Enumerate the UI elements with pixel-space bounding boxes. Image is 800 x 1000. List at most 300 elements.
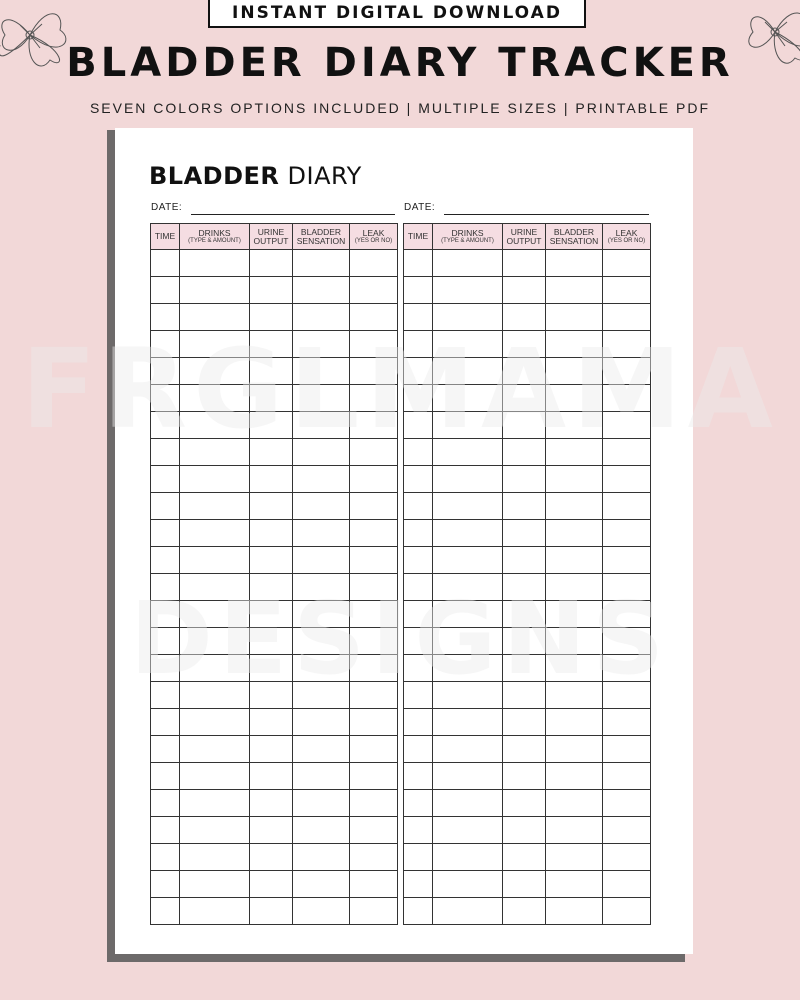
entry-cell[interactable]	[433, 358, 503, 385]
entry-cell[interactable]	[433, 736, 503, 763]
table-row	[404, 709, 651, 736]
table-row	[151, 736, 398, 763]
entry-cell[interactable]	[250, 493, 293, 520]
entry-cell[interactable]	[293, 817, 350, 844]
entry-cell[interactable]	[151, 844, 180, 871]
entry-cell[interactable]	[546, 844, 603, 871]
entry-cell[interactable]	[404, 817, 433, 844]
entry-cell[interactable]	[404, 790, 433, 817]
entry-cell[interactable]	[433, 898, 503, 925]
entry-cell[interactable]	[350, 790, 398, 817]
entry-cell[interactable]	[250, 250, 293, 277]
entry-cell[interactable]	[603, 358, 651, 385]
entry-cell[interactable]	[151, 385, 180, 412]
entry-cell[interactable]	[293, 763, 350, 790]
entry-cell[interactable]	[250, 466, 293, 493]
entry-cell[interactable]	[603, 250, 651, 277]
entry-cell[interactable]	[350, 628, 398, 655]
entry-cell[interactable]	[151, 547, 180, 574]
entry-cell[interactable]	[603, 898, 651, 925]
entry-cell[interactable]	[503, 385, 546, 412]
entry-cell[interactable]	[433, 871, 503, 898]
entry-cell[interactable]	[546, 628, 603, 655]
table-row	[404, 466, 651, 493]
entry-cell[interactable]	[250, 385, 293, 412]
diary-table-left	[150, 223, 398, 925]
entry-cell[interactable]	[250, 574, 293, 601]
entry-cell[interactable]	[546, 601, 603, 628]
entry-cell[interactable]	[546, 439, 603, 466]
table-row	[151, 628, 398, 655]
entry-cell[interactable]	[180, 412, 250, 439]
entry-cell[interactable]	[293, 844, 350, 871]
entry-cell[interactable]	[293, 601, 350, 628]
entry-cell[interactable]	[180, 277, 250, 304]
entry-cell[interactable]	[603, 466, 651, 493]
entry-cell[interactable]	[503, 358, 546, 385]
entry-cell[interactable]	[404, 331, 433, 358]
table-row	[151, 871, 398, 898]
entry-cell[interactable]	[546, 493, 603, 520]
entry-cell[interactable]	[180, 520, 250, 547]
entry-cell[interactable]	[546, 682, 603, 709]
entry-cell[interactable]	[350, 385, 398, 412]
entry-cell[interactable]	[603, 790, 651, 817]
entry-cell[interactable]	[503, 439, 546, 466]
table-row	[151, 304, 398, 331]
table-row	[404, 574, 651, 601]
entry-cell[interactable]	[350, 493, 398, 520]
entry-cell[interactable]	[293, 466, 350, 493]
entry-cell[interactable]	[250, 358, 293, 385]
entry-cell[interactable]	[293, 574, 350, 601]
entry-cell[interactable]	[293, 628, 350, 655]
entry-cell[interactable]	[180, 547, 250, 574]
entry-cell[interactable]	[404, 844, 433, 871]
entry-cell[interactable]	[503, 277, 546, 304]
entry-cell[interactable]	[151, 277, 180, 304]
entry-cell[interactable]	[546, 790, 603, 817]
table-row	[151, 601, 398, 628]
entry-cell[interactable]	[350, 439, 398, 466]
entry-cell[interactable]	[180, 844, 250, 871]
entry-cell[interactable]	[350, 331, 398, 358]
entry-cell[interactable]	[250, 763, 293, 790]
table-row	[151, 790, 398, 817]
table-row	[404, 844, 651, 871]
entry-cell[interactable]	[503, 412, 546, 439]
table-row	[404, 736, 651, 763]
entry-cell[interactable]	[404, 385, 433, 412]
entry-cell[interactable]	[433, 331, 503, 358]
entry-cell[interactable]	[293, 682, 350, 709]
entry-cell[interactable]	[250, 682, 293, 709]
entry-cell[interactable]	[180, 358, 250, 385]
entry-cell[interactable]	[180, 898, 250, 925]
entry-cell[interactable]	[250, 304, 293, 331]
entry-cell[interactable]	[151, 601, 180, 628]
date-line-right[interactable]	[444, 214, 649, 215]
entry-cell[interactable]	[433, 547, 503, 574]
entry-cell[interactable]	[503, 763, 546, 790]
entry-cell[interactable]	[503, 790, 546, 817]
entry-cell[interactable]	[503, 898, 546, 925]
entry-cell[interactable]	[151, 736, 180, 763]
column-header: BLADDER SENSATION	[293, 224, 350, 250]
entry-cell[interactable]	[404, 412, 433, 439]
entry-cell[interactable]	[404, 736, 433, 763]
entry-cell[interactable]	[404, 682, 433, 709]
entry-cell[interactable]	[293, 790, 350, 817]
entry-cell[interactable]	[404, 250, 433, 277]
entry-cell[interactable]	[603, 709, 651, 736]
table-row	[151, 439, 398, 466]
entry-cell[interactable]	[250, 277, 293, 304]
entry-cell[interactable]	[404, 628, 433, 655]
entry-cell[interactable]	[350, 574, 398, 601]
entry-cell[interactable]	[433, 412, 503, 439]
entry-cell[interactable]	[350, 547, 398, 574]
entry-cell[interactable]	[503, 250, 546, 277]
entry-cell[interactable]	[404, 304, 433, 331]
entry-cell[interactable]	[404, 871, 433, 898]
entry-cell[interactable]	[180, 250, 250, 277]
entry-cell[interactable]	[603, 385, 651, 412]
entry-cell[interactable]	[180, 493, 250, 520]
entry-cell[interactable]	[180, 655, 250, 682]
table-row	[404, 493, 651, 520]
entry-cell[interactable]	[546, 547, 603, 574]
entry-cell[interactable]	[250, 871, 293, 898]
date-line-left[interactable]	[191, 214, 395, 215]
entry-cell[interactable]	[603, 277, 651, 304]
entry-cell[interactable]	[293, 304, 350, 331]
entry-cell[interactable]	[151, 871, 180, 898]
entry-cell[interactable]	[503, 304, 546, 331]
entry-cell[interactable]	[603, 844, 651, 871]
entry-cell[interactable]	[151, 250, 180, 277]
entry-cell[interactable]	[546, 304, 603, 331]
entry-cell[interactable]	[603, 547, 651, 574]
entry-cell[interactable]	[503, 547, 546, 574]
entry-cell[interactable]	[433, 709, 503, 736]
entry-cell[interactable]	[151, 493, 180, 520]
entry-cell[interactable]	[293, 331, 350, 358]
sheet-title-bold: BLADDER	[149, 162, 280, 190]
entry-cell[interactable]	[433, 304, 503, 331]
entry-cell[interactable]	[293, 655, 350, 682]
table-row	[151, 466, 398, 493]
entry-cell[interactable]	[180, 601, 250, 628]
entry-cell[interactable]	[433, 493, 503, 520]
entry-cell[interactable]	[180, 790, 250, 817]
entry-cell[interactable]	[546, 466, 603, 493]
watermark-line1: FRGLMAMA	[21, 325, 779, 453]
entry-cell[interactable]	[433, 250, 503, 277]
entry-cell[interactable]	[603, 655, 651, 682]
entry-cell[interactable]	[151, 466, 180, 493]
table-row	[404, 628, 651, 655]
table-row	[404, 439, 651, 466]
entry-cell[interactable]	[503, 628, 546, 655]
entry-cell[interactable]	[603, 628, 651, 655]
entry-cell[interactable]	[250, 844, 293, 871]
sheet-title	[149, 162, 362, 190]
entry-cell[interactable]	[293, 412, 350, 439]
entry-cell[interactable]	[350, 520, 398, 547]
entry-cell[interactable]	[350, 871, 398, 898]
entry-cell[interactable]	[433, 682, 503, 709]
entry-cell[interactable]	[433, 439, 503, 466]
table-row	[151, 709, 398, 736]
entry-cell[interactable]	[350, 601, 398, 628]
entry-cell[interactable]	[151, 898, 180, 925]
column-header: TIME	[404, 224, 433, 250]
entry-cell[interactable]	[151, 574, 180, 601]
entry-cell[interactable]	[350, 736, 398, 763]
entry-cell[interactable]	[546, 817, 603, 844]
entry-cell[interactable]	[151, 817, 180, 844]
entry-cell[interactable]	[250, 628, 293, 655]
entry-cell[interactable]	[503, 574, 546, 601]
entry-cell[interactable]	[546, 277, 603, 304]
entry-cell[interactable]	[404, 709, 433, 736]
entry-cell[interactable]	[293, 439, 350, 466]
entry-cell[interactable]	[404, 601, 433, 628]
entry-cell[interactable]	[404, 466, 433, 493]
entry-cell[interactable]	[546, 655, 603, 682]
entry-cell[interactable]	[433, 466, 503, 493]
entry-cell[interactable]	[180, 574, 250, 601]
table-row	[404, 898, 651, 925]
entry-cell[interactable]	[350, 250, 398, 277]
entry-cell[interactable]	[180, 736, 250, 763]
entry-cell[interactable]	[293, 547, 350, 574]
entry-cell[interactable]	[151, 412, 180, 439]
entry-cell[interactable]	[603, 736, 651, 763]
entry-cell[interactable]	[293, 709, 350, 736]
entry-cell[interactable]	[546, 331, 603, 358]
entry-cell[interactable]	[293, 385, 350, 412]
table-row	[404, 385, 651, 412]
entry-cell[interactable]	[293, 250, 350, 277]
entry-cell[interactable]	[503, 817, 546, 844]
entry-cell[interactable]	[603, 601, 651, 628]
entry-cell[interactable]	[350, 304, 398, 331]
page-title: BLADDER DIARY TRACKER	[66, 40, 734, 86]
entry-cell[interactable]	[180, 682, 250, 709]
entry-cell[interactable]	[433, 601, 503, 628]
entry-cell[interactable]	[350, 358, 398, 385]
entry-cell[interactable]	[503, 331, 546, 358]
entry-cell[interactable]	[404, 655, 433, 682]
entry-cell[interactable]	[603, 574, 651, 601]
entry-cell[interactable]	[404, 358, 433, 385]
entry-cell[interactable]	[433, 277, 503, 304]
table-row	[404, 358, 651, 385]
entry-cell[interactable]	[404, 547, 433, 574]
entry-cell[interactable]	[433, 763, 503, 790]
entry-cell[interactable]	[603, 817, 651, 844]
entry-cell[interactable]	[250, 601, 293, 628]
entry-cell[interactable]	[350, 682, 398, 709]
table-row	[404, 520, 651, 547]
entry-cell[interactable]	[250, 547, 293, 574]
entry-cell[interactable]	[151, 763, 180, 790]
entry-cell[interactable]	[293, 277, 350, 304]
entry-cell[interactable]	[546, 412, 603, 439]
entry-cell[interactable]	[603, 493, 651, 520]
entry-cell[interactable]	[250, 790, 293, 817]
entry-cell[interactable]	[250, 331, 293, 358]
entry-cell[interactable]	[503, 493, 546, 520]
column-header: BLADDER SENSATION	[546, 224, 603, 250]
entry-cell[interactable]	[151, 790, 180, 817]
entry-cell[interactable]	[433, 385, 503, 412]
entry-cell[interactable]	[546, 250, 603, 277]
entry-cell[interactable]	[546, 385, 603, 412]
entry-cell[interactable]	[250, 709, 293, 736]
entry-cell[interactable]	[250, 898, 293, 925]
entry-cell[interactable]	[404, 277, 433, 304]
table-row	[151, 844, 398, 871]
entry-cell[interactable]	[151, 439, 180, 466]
table-row	[151, 898, 398, 925]
entry-cell[interactable]	[151, 709, 180, 736]
entry-cell[interactable]	[503, 466, 546, 493]
entry-cell[interactable]	[546, 898, 603, 925]
entry-cell[interactable]	[603, 871, 651, 898]
table-row	[151, 547, 398, 574]
sheet-title-light: DIARY	[287, 162, 362, 190]
diary-table-right	[403, 223, 651, 925]
entry-cell[interactable]	[180, 628, 250, 655]
entry-cell[interactable]	[546, 763, 603, 790]
entry-cell[interactable]	[404, 439, 433, 466]
entry-cell[interactable]	[180, 709, 250, 736]
entry-cell[interactable]	[350, 844, 398, 871]
table-row	[151, 412, 398, 439]
entry-cell[interactable]	[603, 682, 651, 709]
entry-cell[interactable]	[180, 466, 250, 493]
table-row	[404, 871, 651, 898]
entry-cell[interactable]	[180, 763, 250, 790]
entry-cell[interactable]	[433, 655, 503, 682]
date-label-left: DATE:	[151, 202, 183, 213]
entry-cell[interactable]	[603, 304, 651, 331]
entry-cell[interactable]	[503, 871, 546, 898]
entry-cell[interactable]	[151, 682, 180, 709]
entry-cell[interactable]	[503, 520, 546, 547]
column-header: TIME	[151, 224, 180, 250]
entry-cell[interactable]	[503, 601, 546, 628]
entry-cell[interactable]	[404, 574, 433, 601]
table-row	[151, 250, 398, 277]
entry-cell[interactable]	[180, 817, 250, 844]
table-row	[404, 655, 651, 682]
entry-cell[interactable]	[293, 871, 350, 898]
entry-cell[interactable]	[503, 682, 546, 709]
table-row	[404, 547, 651, 574]
entry-cell[interactable]	[250, 817, 293, 844]
entry-cell[interactable]	[603, 763, 651, 790]
entry-cell[interactable]	[151, 304, 180, 331]
entry-cell[interactable]	[404, 898, 433, 925]
entry-cell[interactable]	[151, 358, 180, 385]
entry-cell[interactable]	[350, 763, 398, 790]
entry-cell[interactable]	[546, 736, 603, 763]
entry-cell[interactable]	[433, 520, 503, 547]
entry-cell[interactable]	[603, 331, 651, 358]
entry-cell[interactable]	[151, 655, 180, 682]
entry-cell[interactable]	[603, 412, 651, 439]
entry-cell[interactable]	[350, 412, 398, 439]
entry-cell[interactable]	[433, 844, 503, 871]
entry-cell[interactable]	[293, 493, 350, 520]
entry-cell[interactable]	[404, 493, 433, 520]
entry-cell[interactable]	[250, 439, 293, 466]
entry-cell[interactable]	[180, 331, 250, 358]
entry-cell[interactable]	[503, 709, 546, 736]
entry-cell[interactable]	[293, 520, 350, 547]
table-row	[151, 277, 398, 304]
entry-cell[interactable]	[350, 898, 398, 925]
entry-cell[interactable]	[546, 871, 603, 898]
entry-cell[interactable]	[433, 817, 503, 844]
entry-cell[interactable]	[433, 790, 503, 817]
entry-cell[interactable]	[180, 439, 250, 466]
entry-cell[interactable]	[293, 736, 350, 763]
entry-cell[interactable]	[546, 709, 603, 736]
entry-cell[interactable]	[151, 331, 180, 358]
entry-cell[interactable]	[350, 277, 398, 304]
entry-cell[interactable]	[350, 817, 398, 844]
entry-cell[interactable]	[503, 655, 546, 682]
entry-cell[interactable]	[603, 439, 651, 466]
entry-cell[interactable]	[503, 844, 546, 871]
entry-cell[interactable]	[404, 520, 433, 547]
table-row	[404, 277, 651, 304]
entry-cell[interactable]	[250, 412, 293, 439]
entry-cell[interactable]	[433, 628, 503, 655]
table-row	[404, 250, 651, 277]
entry-cell[interactable]	[250, 736, 293, 763]
table-row	[404, 682, 651, 709]
entry-cell[interactable]	[151, 520, 180, 547]
entry-cell[interactable]	[350, 655, 398, 682]
date-label-right: DATE:	[404, 202, 436, 213]
entry-cell[interactable]	[433, 574, 503, 601]
table-row	[404, 412, 651, 439]
entry-cell[interactable]	[151, 628, 180, 655]
entry-cell[interactable]	[293, 358, 350, 385]
entry-cell[interactable]	[350, 466, 398, 493]
entry-cell[interactable]	[546, 520, 603, 547]
entry-cell[interactable]	[180, 871, 250, 898]
entry-cell[interactable]	[180, 385, 250, 412]
entry-cell[interactable]	[546, 358, 603, 385]
entry-cell[interactable]	[404, 763, 433, 790]
entry-cell[interactable]	[180, 304, 250, 331]
entry-cell[interactable]	[603, 520, 651, 547]
entry-cell[interactable]	[250, 655, 293, 682]
entry-cell[interactable]	[546, 574, 603, 601]
entry-cell[interactable]	[503, 736, 546, 763]
entry-cell[interactable]	[293, 898, 350, 925]
entry-cell[interactable]	[250, 520, 293, 547]
table-row	[151, 817, 398, 844]
entry-cell[interactable]	[350, 709, 398, 736]
